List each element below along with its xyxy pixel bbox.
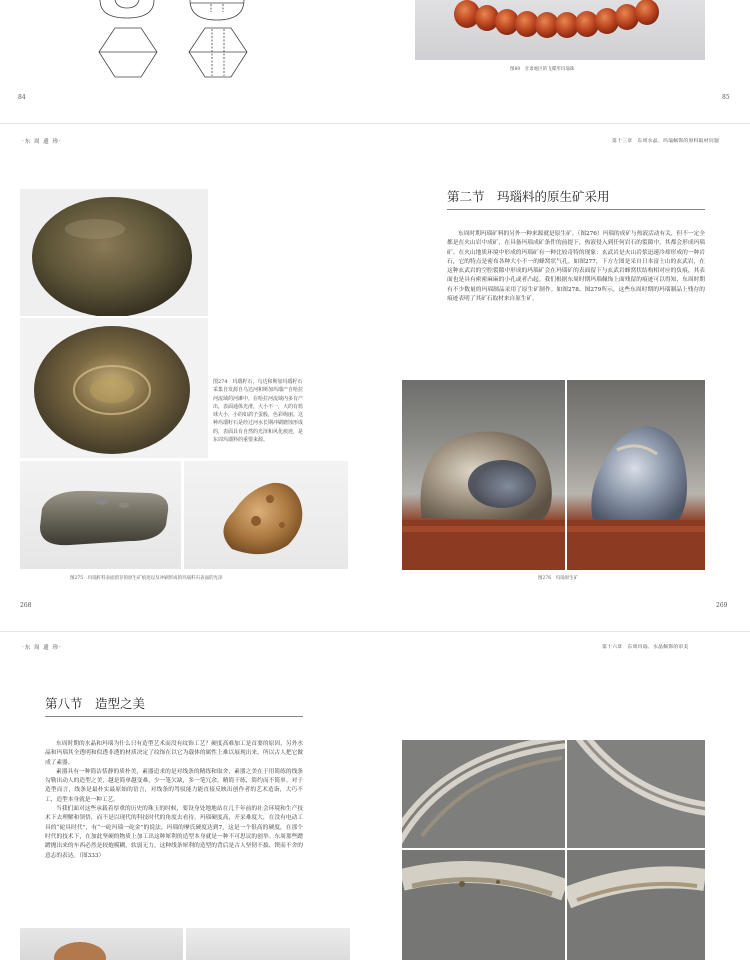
- fig274-caption: 图274 玛瑙籽石，乌达和斯加玛瑙籽石采集自发源自乌达河和斯加玛瑙产自哈拉河流域的河滩中，在哈拉河流域内多有产出，表面通体光滑，大小不一，大的有篮球大小，小的如鸽子蛋般，色彩绚丽。这种玛瑙籽石是经过河水长期冲刷磨蚀形成的，表面具有自然的光泽和风化痕迹，是东周玛瑙料的重要来源。: [213, 379, 303, 444]
- spread-3: [0, 632, 750, 960]
- bottom-photo-right: [186, 928, 350, 960]
- fig276-caption: 图276 玛瑙原生矿: [538, 576, 579, 581]
- page-number-268: 268: [20, 602, 32, 609]
- running-head-left: ·东 周 遗 珍·: [22, 139, 62, 145]
- paragraph-3: 当我们面对这些承载着厚重的历史的珠玉的时候，要设身处地地站在几千年前的社会环境和生产技术下去理解和领悟，而不是以现代的科技时代的角度去看待。玛瑙硬度高，开采难度大，在没有电动工具的“砣具时代”，有“一砣玛瑙一砣金”的说法。玛瑙的摩氏硬度达到7，这是一个很高的硬度，在那个时代的技术下，在加此坚硬的物质上加工出这种犀利的造型本身就是一种不可思议的创举。东周那些蹭蹭抛出来的车西必然是较炮模糊，软弱无力，这种线条犀利的造型的背后是古人坚韧不拔、锲而不舍的意志的表达。（图333）: [45, 806, 303, 859]
- crystal-ring-photo-3: [402, 850, 565, 960]
- paragraph-2: 素器具有一种简洁恬静的质朴美，素器追求的是对线条的精练和取舍，素器之美在于用简练的线条勾勒出动人的造型之美，越是简单越变难，少一笔欠缺，多一笔冗余，精简干练，简约而不简单。对于造型而言，线条是最朴实最原始的语言，对线条的驾驭能力能直接反映出创作者的艺术造诣，大巧不工，造型本身就是一种工艺。: [45, 768, 303, 803]
- spread-1: [0, 0, 750, 123]
- section-title-2: 第二节 玛瑙料的原生矿采用: [447, 187, 705, 210]
- section-title-3: 第八节 造型之美: [45, 694, 303, 717]
- red-bead-photo: [415, 0, 705, 60]
- agate-nugget-photo: [184, 461, 348, 569]
- crystal-ring-photo-1: [402, 740, 565, 848]
- running-head-left: ·东 周 遗 珍·: [22, 645, 62, 651]
- red-bead-shapes: [415, 0, 705, 60]
- fig275-caption: 图275 玛瑙籽料表面留存的原生矿痕迹以及冲刷形成的玛瑙籽石表面的光泽: [70, 576, 223, 581]
- paragraph-1: 东周时期的水晶和玛瑙为什么只有造型艺术而没有纹饰工艺？硬度高难加工是首要的原因，另外水晶和玛瑙其全透明和似透非透的材质决定了纹饰在以它为载体的属性上难以展现出来，所以古人把它做成了素器。: [45, 741, 303, 766]
- section-body-3: [45, 740, 303, 861]
- page-number-269: 269: [716, 602, 728, 609]
- crystal-ring-photo-4: [567, 850, 705, 960]
- running-head-right: 第十六章 东周玛瑙、水晶佩饰的审美: [602, 645, 689, 650]
- running-head-right: 第十三章 东周水晶、玛瑙佩饰的原料取材问题: [612, 139, 720, 144]
- agate-pebble-photo-1: [20, 189, 208, 316]
- agate-tube-photo: [20, 461, 181, 569]
- section-body-2: [447, 230, 705, 304]
- crystal-ring-photo-2: [567, 740, 705, 848]
- primary-ore-photo-left: [402, 380, 565, 570]
- paragraph: 东周时期玛瑙矿料的另外一种来源就是原生矿。（图276）玛瑙的成矿与热液活动有关，但不一定全都是在火山岩中成矿，在具备玛瑙成矿条件的前提下，热液侵入到任何岩石的裂隙中，其都会形成玛瑙矿。在火山地质环境中形成的玛瑙矿有一种比较奇特的现象：玄武岩是火山岩浆迅速冷却形成的一种岩石，它的特点是密布各种大小不一的蜂窝状气孔。如图277，下方左图是采自日本富士山的玄武岩，在这种玄武岩的空腔裂隙中形成的玛瑙矿会在玛瑙矿的表面留下与玄武岩蜂窝状结构相对应的负痕，其表面也是具有密密麻麻的小孔或者凸起。我们根据东周时期玛瑙佩饰上面残留的痕迹可以得知，东周时期有不少数量的玛瑙制品采用了原生矿制作。如图278、图279所示，这些东周时期的玛瑙制品上残存的痕迹表明了其矿石取材来自原生矿。: [447, 231, 705, 303]
- spread-2: [0, 124, 750, 631]
- bottom-photo-left: [20, 928, 183, 960]
- agate-pebble-photo-2: [20, 318, 208, 458]
- bead-line-drawings: [85, 0, 265, 85]
- fig80-caption: 图80 甘肃地区的飞碟形玛瑙珠: [510, 67, 575, 72]
- primary-ore-photo-right: [567, 380, 705, 570]
- page-number-85: 85: [722, 94, 730, 101]
- page-number-84: 84: [18, 94, 26, 101]
